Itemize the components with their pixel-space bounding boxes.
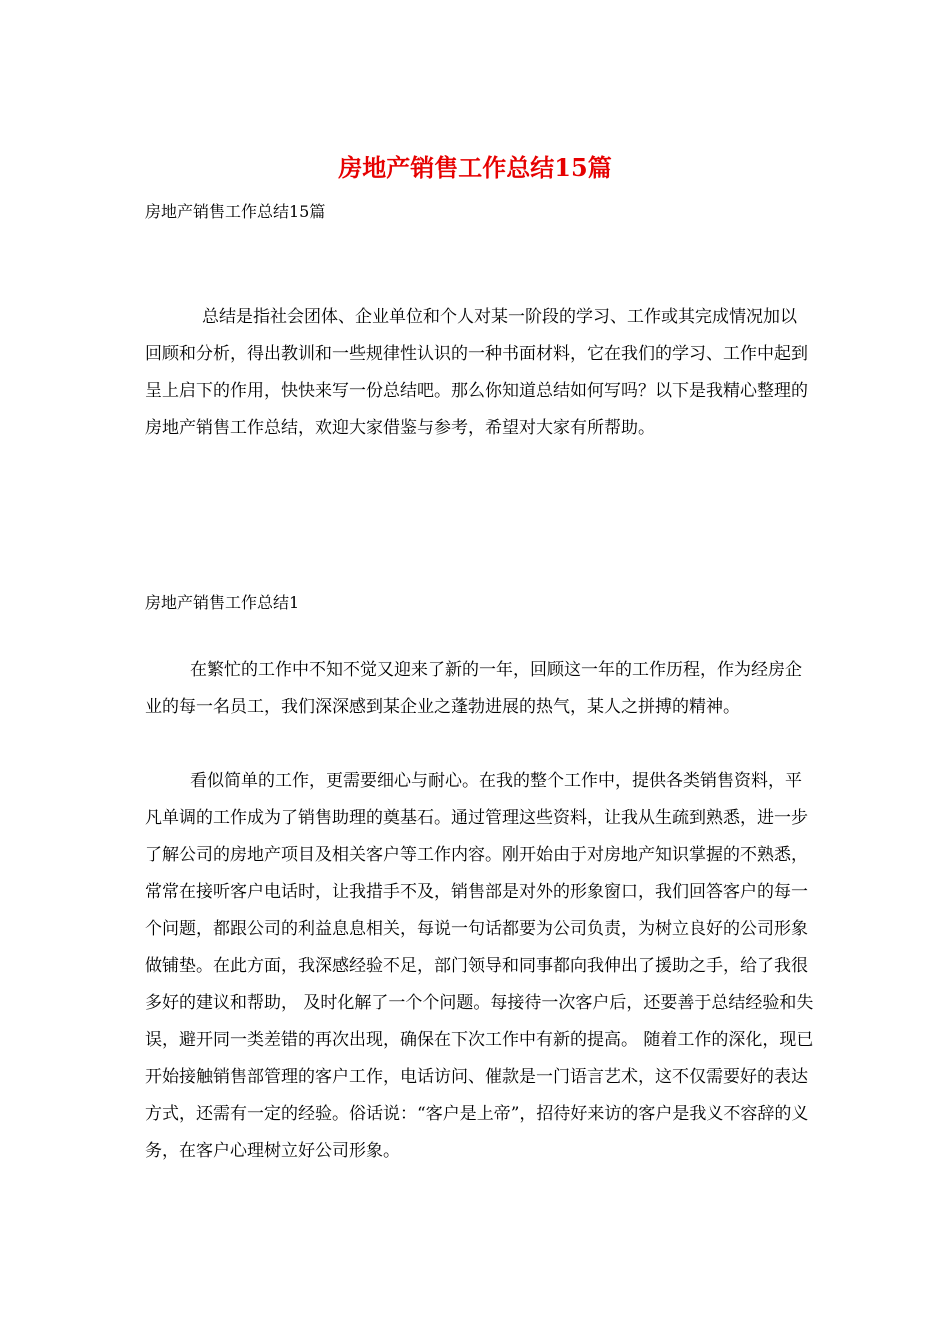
- section-heading: 房地产销售工作总结1: [145, 593, 300, 612]
- intro-paragraph: 总结是指社会团体、企业单位和个人对某一阶段的学习、工作或其完成情况加以回顾和分析，得出教训和一些规律性认识的一种书面材料，它在我们的学习、工作中起到呈上启下的作用，快快来写一份总结吧。那么你知道总结如何写吗？以下是我精心整理的房地产销售工作总结，欢迎大家借鉴与参考，希望对大家有所帮助。: [145, 307, 808, 438]
- body-paragraph: 看似简单的工作，更需要细心与耐心。在我的整个工作中，提供各类销售资料，平凡单调的工作成为了销售助理的奠基石。通过管理这些资料，让我从生疏到熟悉，进一步了解公司的房地产项目及相关客户等工作内容。刚开始由于对房地产知识掌握的不熟悉，常常在接听客户电话时，让我措手不及，销售部是对外的形象窗口，我们回答客户的每一个问题，都跟公司的利益息息相关，每说一句话都要为公司负责，为树立良好的公司形象做铺垫。在此方面，我深感经验不足，部门领导和同事都向我伸出了援助之手，给了我很多好的建议和帮助， 及时化解了一个个问题。每接待一次客户后，还要善于总结经验和失误，避开同一类差错的再次出现，确保在下次工作中有新的提高。 随着工作的深化，现已开始接触销售部管理的客户工作，电话访问、催款是一门语言艺术，这不仅需要好的表达方式，还需有一定的经验。俗话说：“客户是上帝”，招待好来访的客户是我义不容辞的义务，在客户心理树立好公司形象。: [145, 771, 814, 1161]
- document-subtitle: 房地产销售工作总结15篇: [145, 202, 326, 221]
- document-title: 房地产销售工作总结15篇: [338, 153, 612, 182]
- body-paragraph: 在繁忙的工作中不知不觉又迎来了新的一年，回顾这一年的工作历程，作为经房企业的每一名员工，我们深深感到某企业之蓬勃进展的热气，某人之拼搏的精神。: [145, 660, 802, 717]
